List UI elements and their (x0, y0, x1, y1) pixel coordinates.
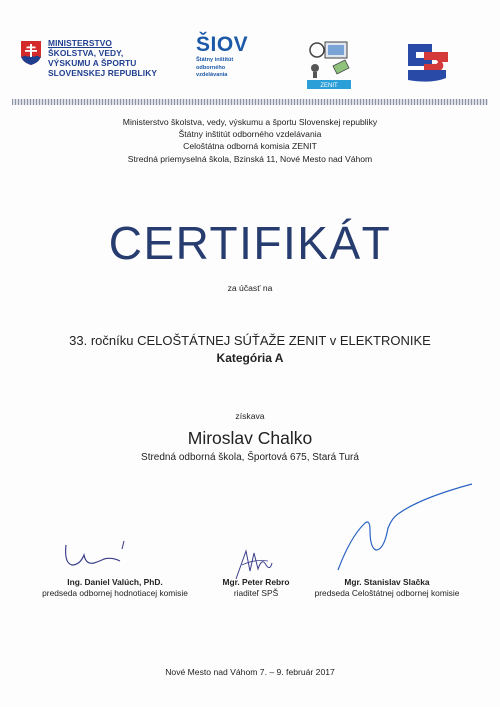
signatory-1-name: Ing. Daniel Valúch, PhD. (67, 577, 163, 587)
signatory-1-role: predseda odbornej hodnotiacej komisie (42, 588, 188, 598)
siov-line-3: vzdelávania (196, 72, 228, 79)
recipient-name: Miroslav Chalko (187, 428, 313, 448)
competition-category: Kategória A (216, 351, 284, 365)
competition-name: 33. ročníku CELOŠTÁTNEJ SÚŤAŽE ZENIT v ELEKTRONIKE (69, 333, 431, 348)
signatory-3-name: Mgr. Stanislav Slačka (344, 577, 430, 587)
siov-logo (196, 34, 248, 79)
logo-row (0, 0, 500, 100)
slovak-coat-of-arms-icon (20, 40, 42, 66)
signature-slacka (330, 478, 480, 578)
signatory-2-name: Mgr. Peter Rebro (222, 577, 290, 587)
signatory-3-role: predseda Celoštátnej odbornej komisie (314, 588, 460, 598)
issuer-line-3: Celoštátna odborná komisia ZENIT (183, 141, 317, 152)
ministry-line-3: VÝSKUMU A ŠPORTU (48, 58, 137, 68)
issuer-block (0, 116, 500, 165)
signatory-1 (40, 577, 190, 599)
signatory-2 (206, 577, 306, 599)
date-place: Nové Mesto nad Váhom 7. – 9. február 2017 (165, 667, 335, 677)
signatory-2-role: riaditeľ SPŠ (233, 588, 279, 598)
signatory-3 (312, 577, 462, 599)
participation-text: za účasť na (227, 283, 273, 293)
ministry-line-2: ŠKOLSTVA, VEDY, (48, 48, 124, 58)
issuer-line-1: Ministerstvo školstva, vedy, výskumu a športu Slovenskej republiky (122, 117, 378, 127)
issuer-line-2: Štátny inštitút odborného vzdelávania (178, 129, 322, 140)
ministry-line-4: SLOVENSKEJ REPUBLIKY (48, 68, 158, 78)
zenit-logo-icon (305, 36, 353, 92)
header-divider (12, 99, 488, 105)
signature-valuch (60, 535, 140, 575)
zenit-label: ZENIT (320, 83, 338, 89)
recipient-school: Stredná odborná škola, Športová 675, Stará Turá (141, 452, 359, 463)
ministry-line-1: MINISTERSTVO (48, 38, 113, 48)
obtains-text: získava (235, 411, 265, 421)
certificate-title: CERTIFIKÁT (108, 217, 392, 269)
ministry-logo (20, 38, 157, 78)
siov-title: ŠIOV (196, 33, 249, 56)
siov-line-1: Štátny inštitút (196, 57, 234, 63)
siov-line-2: odborného (196, 64, 226, 71)
issuer-line-4: Stredná priemyselná škola, Bzinská 11, Nové Mesto nad Váhom (127, 153, 373, 164)
spš-school-logo-icon (402, 40, 454, 86)
